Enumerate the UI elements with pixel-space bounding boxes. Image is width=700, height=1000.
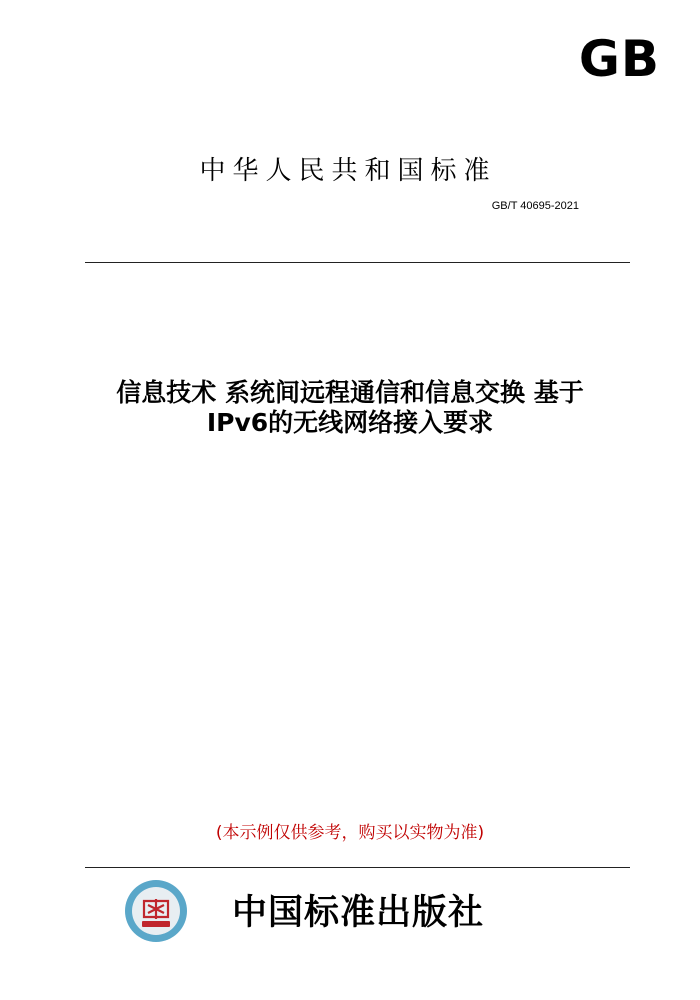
title-line-2: IPv6的无线网络接入要求 xyxy=(206,408,494,437)
gb-logo: GB xyxy=(578,30,660,88)
top-divider xyxy=(85,262,630,263)
title-line-1: 信息技术 系统间远程通信和信息交换 基于 xyxy=(116,378,584,407)
sample-notice: (本示例仅供参考，购买以实物为准) xyxy=(215,823,485,843)
standard-number: GB/T 40695-2021 xyxy=(491,200,579,212)
publisher-seal-icon xyxy=(124,879,188,943)
bottom-divider xyxy=(85,867,630,868)
seal-banner xyxy=(142,921,170,927)
standard-category xyxy=(0,156,700,187)
document-title xyxy=(0,378,700,438)
standard-category-text: 中华人民共和国标准 xyxy=(199,156,497,186)
publisher-name: 中国标准出版社 xyxy=(232,892,485,933)
